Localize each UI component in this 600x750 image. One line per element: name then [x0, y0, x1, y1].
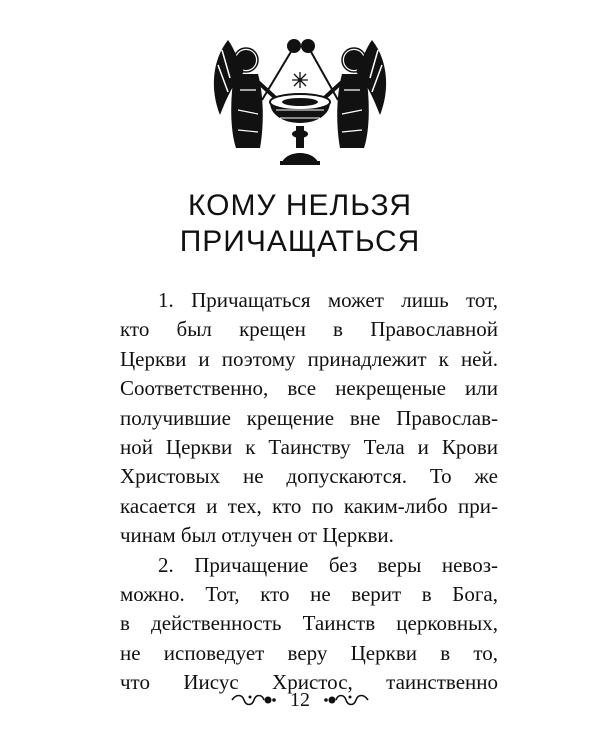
page-title [0, 188, 600, 260]
body-text [120, 286, 498, 698]
angels-chalice-icon [210, 30, 390, 180]
page-footer [0, 688, 600, 712]
text-line: Христовых не допускаются. То же [120, 464, 498, 489]
text-line: 2. Причащение без веры невоз- [158, 552, 498, 577]
ornament-right-icon [324, 692, 370, 708]
text-line: можно. Тот, кто не верит в Бога, [120, 582, 498, 607]
text-line: 1. Причащаться может лишь тот, [158, 288, 498, 312]
text-line: получившие крещение вне Православ- [120, 405, 498, 430]
text-line: касается и тех, кто по каким-либо при- [120, 493, 498, 518]
text-line: Соответственно, все некрещеные или [120, 376, 498, 401]
page-number: 12 [290, 688, 310, 711]
title-line-2: ПРИЧАЩАТЬСЯ [179, 225, 421, 258]
text-line: не исповедует веру Церкви в то, [120, 640, 498, 665]
text-line: что Иисус Христос, таинственно [120, 670, 498, 695]
ornament-left-icon [230, 692, 276, 708]
text-line: кто был крещен в Православной [120, 317, 498, 342]
text-line: в действенность Таинств церковных, [120, 611, 498, 636]
text-line: ной Церкви к Таинству Тела и Крови [120, 435, 498, 460]
title-line-1: КОМУ НЕЛЬЗЯ [187, 189, 413, 222]
text-line: чинам был отлучен от Церкви. [120, 523, 394, 548]
text-line: Церкви и поэтому принадлежит к ней. [120, 346, 498, 371]
